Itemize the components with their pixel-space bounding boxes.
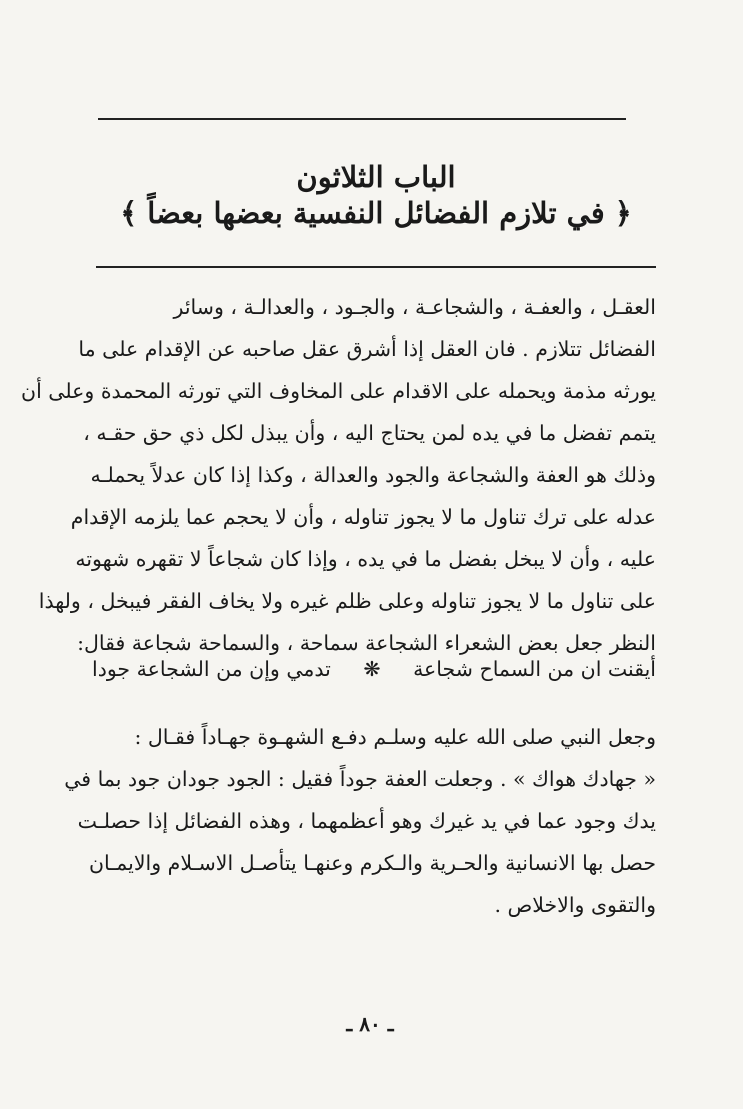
text-line: على تناول ما لا يجوز تناوله وعلى ظلم غيره ولا يخاف الفقر فيبخل ، ولهذا [38,589,656,613]
verse-second-hemistich: تدمي وإن من الشجاعة جودا [92,657,331,681]
text-line: يدك وجود عما في يد غيرك وهو أعظمهما ، وهذه الفضائل إذا حصلـت [77,809,656,833]
text-line: عليه ، وأن لا يبخل بفضل ما في يده ، وإذا كان شجاعاً لا تقهره شهوته [75,547,656,571]
chapter-title: الباب الثلاثون [296,160,456,194]
verse-separator: ❋ [363,657,381,681]
title-rule [96,266,656,268]
paragraph-1 [21,286,656,664]
poetry-verse [92,648,656,690]
verse-first-hemistich: أيقنت ان من السماح شجاعة [413,657,656,681]
text-line: يتمم تفضل ما في يده لمن يحتاج اليه ، وأن يبذل لكل ذي حق حقـه ، [83,421,656,445]
text-line: العقـل ، والعفـة ، والشجاعـة ، والجـود ، والعدالـة ، وسائر [173,295,656,319]
text-line: يورثه مذمة ويحمله على الاقدام على المخاوف التي تورثه المحمدة وعلى أن [21,379,656,403]
text-line: النظر جعل بعض الشعراء الشجاعة سماحة ، والسماحة شجاعة فقال: [77,631,656,655]
text-line: « جهادك هواك » . وجعلت العفة جوداً فقيل : الجود جودان جود بما في [64,767,656,791]
paragraph-2 [64,716,656,926]
chapter-subtitle: ﴿ في تلازم الفضائل النفسية بعضها بعضاً ﴾ [120,196,632,230]
top-rule [98,118,626,120]
text-line: حصل بها الانسانية والحـرية والـكرم وعنهـا يتأصـل الاسـلام والايمـان [88,851,656,875]
text-line: عدله على ترك تناول ما لا يجوز تناوله ، وأن لا يحجم عما يلزمه الإقدام [70,505,656,529]
text-line: الفضائل تتلازم . فان العقل إذا أشرق عقل صاحبه عن الإقدام على ما [78,337,656,361]
text-line: وذلك هو العفة والشجاعة والجود والعدالة ، وكذا إذا كان عدلاً يحملـه [90,463,656,487]
text-line: وجعل النبي صلى الله عليه وسلـم دفـع الشهـوة جهـاداً فقـال : [134,725,656,749]
text-line: والتقوى والاخلاص . [494,893,656,917]
page-number: ـ ٨٠ ـ [346,1012,394,1036]
